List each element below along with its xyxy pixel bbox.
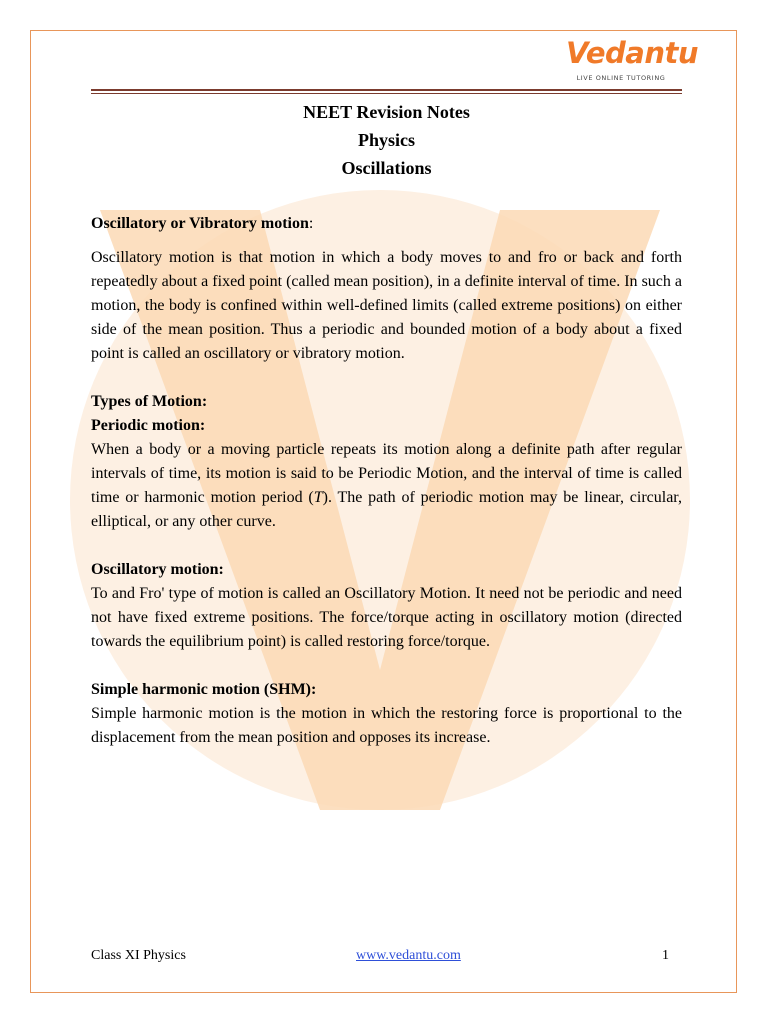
heading-colon: : — [308, 215, 314, 232]
page-content — [91, 98, 682, 750]
vedantu-logo — [566, 36, 698, 88]
header-rule-thin — [91, 93, 682, 94]
heading-text: Oscillatory or Vibratory motion — [91, 215, 309, 232]
paragraph-periodic-motion — [91, 438, 682, 534]
heading-oscillatory-vibratory — [91, 212, 682, 236]
title-subject: Physics — [357, 130, 415, 150]
logo-wordmark: Vedantu — [566, 36, 698, 70]
paragraph-shm: Simple harmonic motion is the motion in which the restoring force is proportional to the displacement from the mean position and opposes its increase. — [91, 705, 682, 746]
heading-periodic-motion: Periodic motion: — [91, 417, 206, 434]
footer-website-link[interactable]: www.vedantu.com — [356, 948, 461, 963]
header-rule-thick — [91, 89, 682, 91]
document-title-block — [91, 98, 682, 182]
periodic-text-after: ). The path of periodic motion may be linear, circular, elliptical, or any other curve. — [91, 489, 682, 530]
heading-oscillatory-motion: Oscillatory motion: — [91, 561, 224, 578]
paragraph-oscillatory-motion: To and Fro' type of motion is called an Oscillatory Motion. It need not be periodic and need not have fixed extreme positions. The force/torque acting in oscillatory motion (directed towards the equilibrium point) is called restoring force/torque. — [91, 585, 682, 650]
footer-page-number: 1 — [662, 948, 669, 963]
title-chapter: Oscillations — [341, 158, 432, 178]
title-neet-revision-notes: NEET Revision Notes — [303, 102, 470, 122]
heading-types-of-motion: Types of Motion: — [91, 393, 208, 410]
period-symbol: T — [313, 489, 323, 506]
heading-shm: Simple harmonic motion (SHM): — [91, 681, 317, 698]
logo-tagline: LIVE ONLINE TUTORING — [576, 74, 666, 82]
periodic-text-before: When a body or a moving particle repeats its motion along a definite path after regular intervals of time, its motion is said to be Periodic Motion, and the interval of time is called time or harmonic motion period ( — [91, 441, 682, 506]
paragraph-oscillatory-vibratory: Oscillatory motion is that motion in which a body moves to and fro or back and forth repeatedly about a fixed point (called mean position), in a definite interval of time. In such a motion, the body is confined within well-defined limits (called extreme positions) on either side of the mean position. Thus a periodic and bounded motion of a body about a fixed point is called an oscillatory or vibratory motion. — [91, 249, 682, 362]
footer-class-label: Class XI Physics — [91, 948, 186, 963]
